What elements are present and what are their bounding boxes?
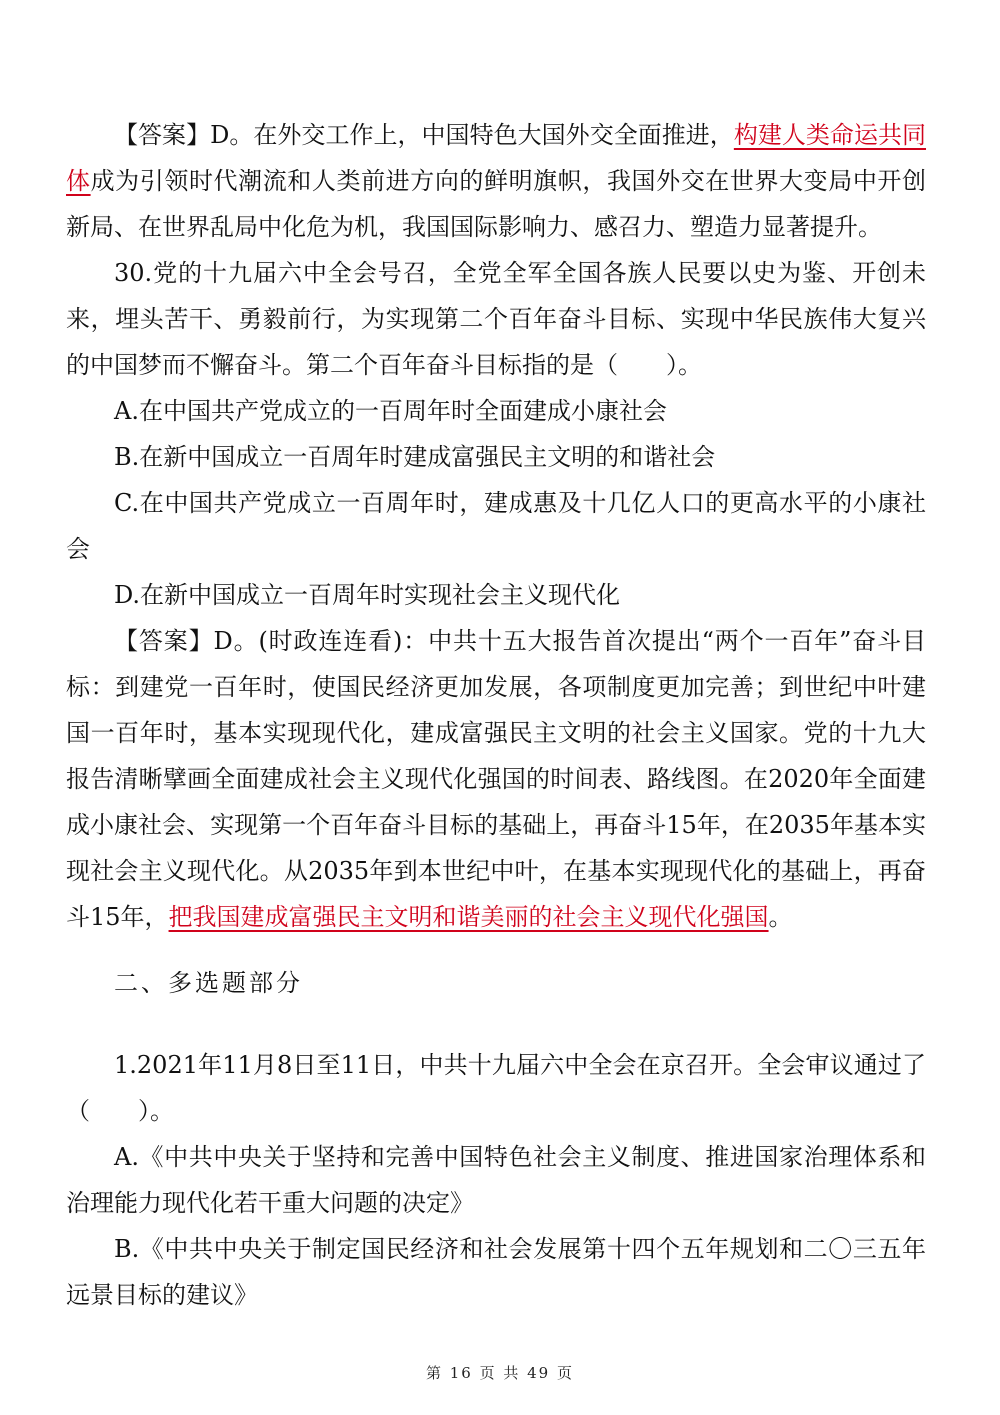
answer-29-highlight: 构建人类命运共同体 <box>66 121 927 195</box>
question-30-stem: 30.党的十九届六中全会号召，全党全军全国各族人民要以史为鉴、开创未来，埋头苦干、勇毅前行，为实现第二个百年奋斗目标、实现中华民族伟大复兴的中国梦而不懈奋斗。第二个百年奋斗目标指的是（ ）。 <box>66 259 926 379</box>
multi-question-1-option-b: B.《中共中央关于制定国民经济和社会发展第十四个五年规划和二〇三五年远景目标的建议》 <box>66 1235 926 1309</box>
answer-29-text-rest: 成为引领时代潮流和人类前进方向的鲜明旗帜，我国外交在世界大变局中开创新局、在世界乱局中化危为机，我国国际影响力、感召力、塑造力显著提升。 <box>66 167 927 241</box>
multi-question-1-option-a: A.《中共中央关于坚持和完善中国特色社会主义制度、推进国家治理体系和治理能力现代化若干重大问题的决定》 <box>66 1143 926 1217</box>
answer-29-paragraph <box>66 112 926 250</box>
page-number-footer: 第 16 页 共 49 页 <box>425 1364 574 1382</box>
answer-30-paragraph <box>66 618 926 940</box>
section-heading: 二、多选题部分 <box>114 969 303 997</box>
question-30-option-c: C.在中国共产党成立一百周年时，建成惠及十几亿人口的更高水平的小康社会 <box>66 489 926 563</box>
answer-30-highlight: 把我国建成富强民主文明和谐美丽的社会主义现代化强国 <box>168 903 769 931</box>
question-30-option-d: D.在新中国成立一百周年时实现社会主义现代化 <box>114 581 621 609</box>
multi-question-1-stem: 1.2021年11月8日至11日，中共十九届六中全会在京召开。全会审议通过了（ ）。 <box>66 1051 926 1125</box>
question-30-option-b: B.在新中国成立一百周年时建成富强民主文明的和谐社会 <box>114 443 716 471</box>
answer-30-text-end: 。 <box>768 903 793 931</box>
answer-30-text: 【答案】D。(时政连连看)：中共十五大报告首次提出“两个一百年”奋斗目标：到建党一百年时，使国民经济更加发展，各项制度更加完善；到世纪中叶建国一百年时，基本实现现代化，建成富强民主文明的社会主义国家。党的十九大报告清晰擘画全面建成社会主义现代化强国的时间表、路线图。在2020年全面建成小康社会、实现第一个百年奋斗目标的基础上，再奋斗15年，在2035年基本实现社会主义现代化。从2035年到本世纪中叶，在基本实现现代化的基础上，再奋斗15年， <box>66 627 926 931</box>
answer-29-text: 【答案】D。在外交工作上，中国特色大国外交全面推进， <box>114 121 734 149</box>
question-30-option-a: A.在中国共产党成立的一百周年时全面建成小康社会 <box>114 397 667 425</box>
